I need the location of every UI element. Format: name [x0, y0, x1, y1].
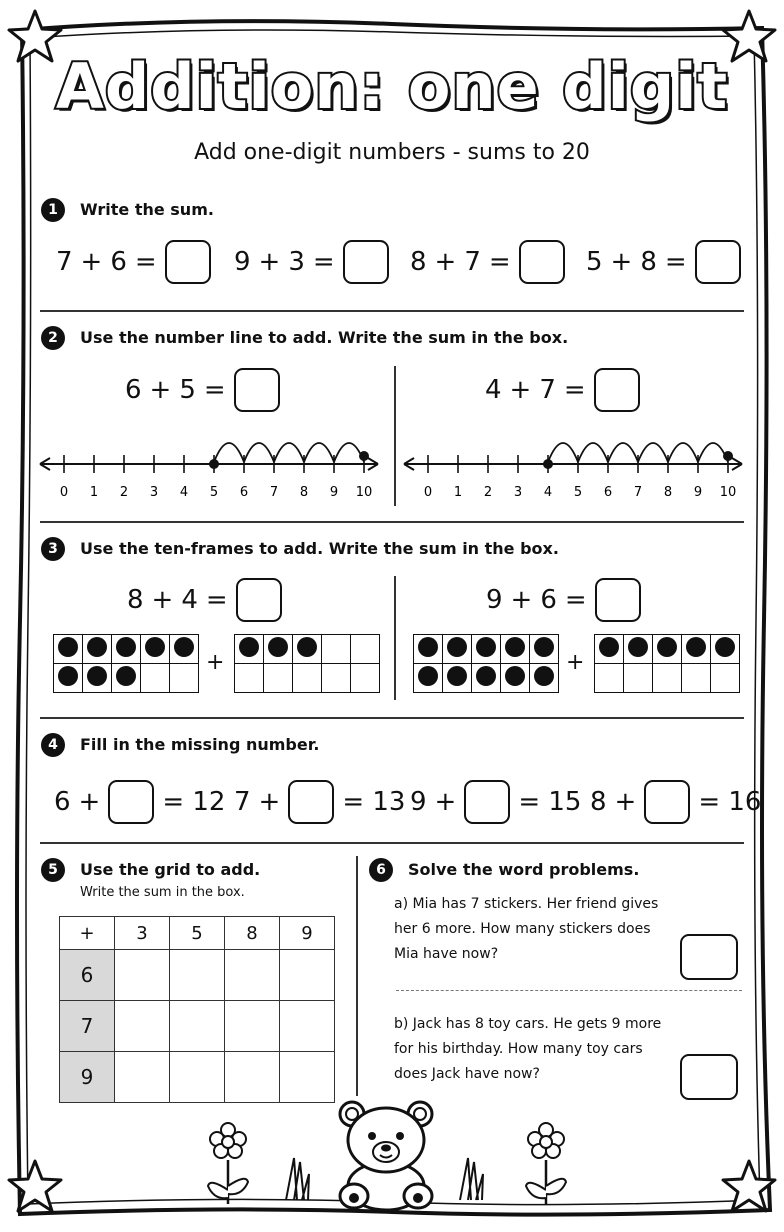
flower-icon [200, 1120, 256, 1206]
counter-dot [58, 666, 78, 686]
sum-problem [56, 240, 211, 284]
counter-dot [476, 666, 496, 686]
grid-cell[interactable] [225, 1001, 280, 1052]
word-problem-line: a) Mia has 7 stickers. Her friend gives [394, 896, 659, 912]
operator: + [151, 585, 174, 615]
equals: = [205, 585, 228, 615]
number-line-tick-label: 4 [179, 485, 189, 500]
equals: = [563, 375, 586, 405]
jump-arc [548, 443, 578, 462]
operator: + [149, 375, 172, 405]
equals: = [203, 375, 226, 405]
ten-frame-cell [530, 664, 559, 693]
number-line-tick-label: 7 [269, 485, 279, 500]
number-line-tick-label: 2 [483, 485, 493, 500]
operator: + [258, 247, 281, 277]
operator: + [78, 787, 101, 817]
section-instruction: Solve the word problems. [408, 860, 640, 879]
number-line-tick-label: 0 [423, 485, 433, 500]
operator: + [509, 375, 532, 405]
operator: + [510, 585, 533, 615]
ten-frame-cell [530, 635, 559, 664]
ten-frame-cell [501, 635, 530, 664]
start-dot [209, 459, 219, 469]
sum-problem [586, 240, 741, 284]
jump-arc [578, 443, 608, 462]
grid-column-header: 9 [280, 917, 335, 950]
ten-frame-cell [235, 635, 264, 664]
number-line-tick-label: 4 [543, 485, 553, 500]
answer-box[interactable] [519, 240, 565, 284]
grid-row-header: 7 [60, 1001, 115, 1052]
counter-dot [418, 637, 438, 657]
column-divider [356, 856, 358, 1096]
answer-box[interactable] [288, 780, 334, 824]
counter-dot [505, 666, 525, 686]
section-divider [40, 310, 744, 312]
section-sub-instruction: Write the sum in the box. [80, 885, 245, 900]
number-line-tick-label: 9 [329, 485, 339, 500]
addend: 9 [410, 787, 427, 817]
sum-problem [234, 240, 389, 284]
number-line-tick-label: 9 [693, 485, 703, 500]
ten-frame-cell [472, 664, 501, 693]
jump-arc [214, 443, 244, 462]
result: = 12 [162, 787, 226, 817]
jump-arc [304, 443, 334, 462]
counter-dot [599, 637, 619, 657]
ten-frame-cell [351, 664, 380, 693]
ten-frame-table [413, 634, 559, 693]
grid-cell[interactable] [280, 1052, 335, 1103]
number-line-tick-label: 0 [59, 485, 69, 500]
end-dot [359, 451, 369, 461]
word-problem-line: b) Jack has 8 toy cars. He gets 9 more [394, 1016, 662, 1032]
addend: 6 [540, 585, 557, 615]
ten-frame-cell [682, 664, 711, 693]
counter-dot [447, 666, 467, 686]
word-problem-line: Mia have now? [394, 946, 499, 962]
section-number: 6 [369, 858, 393, 882]
column-divider [394, 576, 396, 700]
section-number: 2 [41, 326, 65, 350]
missing-number-problem [54, 780, 225, 824]
addend: 6 [54, 787, 71, 817]
ten-frame-cell [170, 635, 199, 664]
section-number: 3 [41, 537, 65, 561]
addition-grid [59, 916, 335, 1103]
counter-dot [87, 666, 107, 686]
grid-cell[interactable] [115, 1052, 170, 1103]
grid-cell[interactable] [280, 950, 335, 1001]
section-number: 4 [41, 733, 65, 757]
addend: 4 [181, 585, 198, 615]
grass-icon [282, 1152, 312, 1202]
answer-box[interactable] [680, 934, 738, 980]
ten-frame-cell [112, 664, 141, 693]
number-line [36, 420, 386, 504]
bear-icon [330, 1098, 442, 1212]
operator: + [614, 787, 637, 817]
section-instruction: Fill in the missing number. [80, 735, 320, 754]
ten-frame-cell [351, 635, 380, 664]
ten-frame-cell [264, 664, 293, 693]
word-problem-line: her 6 more. How many stickers does [394, 921, 651, 937]
ten-frame-cell [83, 664, 112, 693]
ten-frame-cell [501, 664, 530, 693]
addend: 9 [486, 585, 503, 615]
section-instruction: Use the ten-frames to add. Write the sum in the box. [80, 539, 559, 558]
answer-box[interactable] [595, 578, 641, 622]
jump-arc [698, 443, 728, 462]
answer-box[interactable] [236, 578, 282, 622]
addend: 7 [234, 787, 251, 817]
addend: 9 [234, 247, 251, 277]
jump-arc [608, 443, 638, 462]
number-line-tick-label: 1 [453, 485, 463, 500]
section-instruction: Use the number line to add. Write the sum in the box. [80, 328, 569, 347]
answer-box[interactable] [108, 780, 154, 824]
word-problem-a [394, 892, 674, 967]
answer-box[interactable] [695, 240, 741, 284]
section-divider [40, 842, 744, 844]
ten-frame-cell [112, 635, 141, 664]
ten-frame [53, 634, 199, 693]
ten-frame-cell [293, 664, 322, 693]
sum-problem [410, 240, 565, 284]
ten-frame-cell [414, 664, 443, 693]
counter-dot [476, 637, 496, 657]
word-problem-line: does Jack have now? [394, 1066, 540, 1082]
equals: = [312, 247, 335, 277]
number-line [400, 420, 750, 504]
grid-row-header: 9 [60, 1052, 115, 1103]
flower-icon [518, 1120, 574, 1206]
result: = 13 [342, 787, 406, 817]
addend: 3 [288, 247, 305, 277]
grid-column-header: 5 [170, 917, 225, 950]
ten-frame [413, 634, 559, 693]
section-divider [40, 717, 744, 719]
page-subtitle: Add one-digit numbers - sums to 20 [194, 140, 590, 165]
number-line-problem [485, 368, 640, 412]
addend: 7 [56, 247, 73, 277]
addend: 5 [586, 247, 603, 277]
answer-box[interactable] [165, 240, 211, 284]
operator: + [610, 247, 633, 277]
start-dot [543, 459, 553, 469]
answer-box[interactable] [464, 780, 510, 824]
counter-dot [239, 637, 259, 657]
equals: = [664, 247, 687, 277]
number-line-tick-label: 6 [239, 485, 249, 500]
counter-dot [418, 666, 438, 686]
ten-frame-cell [414, 635, 443, 664]
ten-frame-table [53, 634, 199, 693]
grid-cell[interactable] [280, 1001, 335, 1052]
ten-frame-cell [235, 664, 264, 693]
ten-frame-cell [141, 635, 170, 664]
number-line-problem [125, 368, 280, 412]
number-line-tick-label: 2 [119, 485, 129, 500]
operator: + [258, 787, 281, 817]
ten-frame-cell [443, 664, 472, 693]
ten-frame-cell [83, 635, 112, 664]
addend: 8 [640, 247, 657, 277]
counter-dot [268, 637, 288, 657]
answer-box[interactable] [594, 368, 640, 412]
counter-dot [145, 637, 165, 657]
grid-column-header: 8 [225, 917, 280, 950]
number-line-tick-label: 7 [633, 485, 643, 500]
number-line-tick-label: 10 [355, 485, 373, 500]
counter-dot [174, 637, 194, 657]
result: = 15 [518, 787, 582, 817]
problem-separator [396, 990, 742, 991]
counter-dot [58, 637, 78, 657]
counter-dot [116, 666, 136, 686]
missing-number-problem [590, 780, 761, 824]
jump-arc [668, 443, 698, 462]
answer-box[interactable] [343, 240, 389, 284]
grid-column-header: 3 [115, 917, 170, 950]
answer-box[interactable] [644, 780, 690, 824]
number-line-tick-label: 10 [719, 485, 737, 500]
section-number: 5 [41, 858, 65, 882]
grid-row-header: 6 [60, 950, 115, 1001]
title-container [0, 50, 784, 123]
counter-dot [715, 637, 735, 657]
addend: 7 [539, 375, 556, 405]
grid-cell[interactable] [170, 1001, 225, 1052]
operator: + [434, 787, 457, 817]
counter-dot [116, 637, 136, 657]
addend: 6 [110, 247, 127, 277]
section-number: 1 [41, 198, 65, 222]
ten-frame [234, 634, 380, 693]
jump-arc [638, 443, 668, 462]
ten-frame-cell [682, 635, 711, 664]
jump-arc [274, 443, 304, 462]
plus-sign: + [206, 650, 225, 675]
number-line-tick-label: 6 [603, 485, 613, 500]
ten-frame-cell [711, 664, 740, 693]
grid-corner: + [60, 917, 115, 950]
plus-sign: + [566, 650, 585, 675]
ten-frame-cell [170, 664, 199, 693]
grid-cell[interactable] [115, 950, 170, 1001]
counter-dot [447, 637, 467, 657]
ten-frame-problem [486, 578, 641, 622]
ten-frame-cell [54, 635, 83, 664]
answer-box[interactable] [680, 1054, 738, 1100]
column-divider [394, 366, 396, 506]
grid-cell[interactable] [115, 1001, 170, 1052]
ten-frame-cell [653, 635, 682, 664]
operator: + [80, 247, 103, 277]
number-line-tick-label: 1 [89, 485, 99, 500]
ten-frame-table [234, 634, 380, 693]
addend: 4 [485, 375, 502, 405]
ten-frame-cell [264, 635, 293, 664]
addend: 7 [464, 247, 481, 277]
page-title: Addition: one digit [55, 50, 729, 123]
ten-frame-cell [322, 635, 351, 664]
answer-box[interactable] [234, 368, 280, 412]
counter-dot [87, 637, 107, 657]
star-icon [720, 1158, 778, 1216]
missing-number-problem [234, 780, 405, 824]
ten-frame-problem [127, 578, 282, 622]
number-line-tick-label: 5 [209, 485, 219, 500]
section-instruction: Use the grid to add. [80, 860, 261, 879]
number-line-tick-label: 8 [663, 485, 673, 500]
operator: + [434, 247, 457, 277]
ten-frame-cell [624, 664, 653, 693]
number-line-tick-label: 3 [149, 485, 159, 500]
counter-dot [534, 666, 554, 686]
grid-cell[interactable] [170, 950, 225, 1001]
word-problem-b [394, 1012, 674, 1087]
counter-dot [686, 637, 706, 657]
number-line-tick-label: 5 [573, 485, 583, 500]
addend: 6 [125, 375, 142, 405]
missing-number-problem [410, 780, 581, 824]
ten-frame-cell [624, 635, 653, 664]
grid-cell[interactable] [225, 950, 280, 1001]
section-divider [40, 521, 744, 523]
equals: = [564, 585, 587, 615]
grid-cell[interactable] [170, 1052, 225, 1103]
number-line-tick-label: 3 [513, 485, 523, 500]
counter-dot [657, 637, 677, 657]
ten-frame-table [594, 634, 740, 693]
grass-icon [456, 1152, 486, 1202]
ten-frame-cell [443, 635, 472, 664]
result: = 16 [698, 787, 762, 817]
addend: 5 [179, 375, 196, 405]
end-dot [723, 451, 733, 461]
ten-frame-cell [595, 635, 624, 664]
star-icon [6, 1158, 64, 1216]
ten-frame-cell [595, 664, 624, 693]
counter-dot [628, 637, 648, 657]
ten-frame-cell [472, 635, 501, 664]
counter-dot [534, 637, 554, 657]
equals: = [134, 247, 157, 277]
jump-arc [334, 443, 364, 462]
number-line-tick-label: 8 [299, 485, 309, 500]
jump-arc [244, 443, 274, 462]
addend: 8 [410, 247, 427, 277]
counter-dot [505, 637, 525, 657]
word-problem-line: for his birthday. How many toy cars [394, 1041, 643, 1057]
addend: 8 [590, 787, 607, 817]
addend: 8 [127, 585, 144, 615]
ten-frame-cell [711, 635, 740, 664]
counter-dot [297, 637, 317, 657]
ten-frame-cell [322, 664, 351, 693]
grid-cell[interactable] [225, 1052, 280, 1103]
ten-frame [594, 634, 740, 693]
equals: = [488, 247, 511, 277]
section-instruction: Write the sum. [80, 200, 214, 219]
ten-frame-cell [141, 664, 170, 693]
ten-frame-cell [653, 664, 682, 693]
ten-frame-cell [54, 664, 83, 693]
ten-frame-cell [293, 635, 322, 664]
